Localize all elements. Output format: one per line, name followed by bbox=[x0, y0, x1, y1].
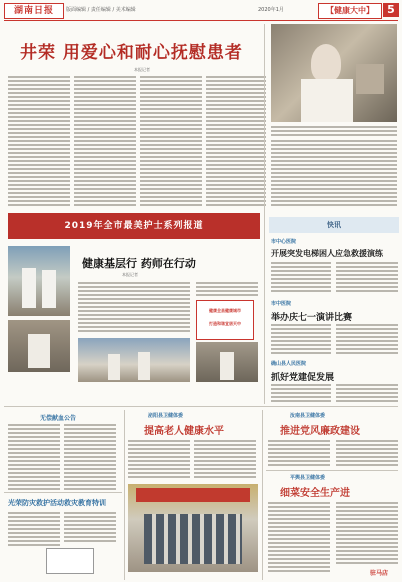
main-headline: 井荣 用爱心和耐心抚慰患者 bbox=[20, 43, 243, 63]
bottom-body bbox=[268, 440, 330, 468]
callout-line-2: 打造和谐宜居天中 bbox=[209, 321, 241, 326]
section-rule bbox=[4, 406, 398, 407]
news-bar bbox=[269, 217, 399, 233]
masthead-logo bbox=[4, 3, 64, 19]
training-body bbox=[64, 512, 116, 544]
feature-photo-4 bbox=[196, 342, 258, 382]
feature-title: 健康基层行 药师在行动 bbox=[82, 257, 196, 270]
bottom-headline: 提高老人健康水平 bbox=[144, 426, 224, 437]
bottom-source: 平舆县卫健体委 bbox=[290, 475, 326, 481]
right-item-source: 市中医院 bbox=[271, 301, 292, 307]
notice-title: 无偿献血公告 bbox=[40, 415, 77, 422]
section-rule bbox=[266, 470, 398, 471]
series-banner bbox=[8, 213, 260, 239]
bottom-source: 汝南县卫健体委 bbox=[290, 413, 326, 419]
news-bar-title: 快讯 bbox=[327, 221, 341, 229]
banner-text: 2019年全市最美护士系列报道 bbox=[64, 221, 204, 231]
feature-photo-2 bbox=[8, 320, 70, 372]
nurse-photo bbox=[271, 24, 397, 122]
feature-photo-1 bbox=[8, 246, 70, 316]
column-rule bbox=[264, 24, 265, 404]
bottom-body bbox=[268, 502, 330, 574]
publisher-box bbox=[46, 548, 94, 574]
column-rule bbox=[124, 410, 125, 580]
main-body-col-1 bbox=[8, 76, 70, 208]
right-item-body bbox=[271, 384, 331, 404]
main-body-col-5 bbox=[271, 140, 397, 208]
bottom-photo bbox=[128, 484, 258, 572]
bottom-body bbox=[336, 440, 398, 468]
header-date: 2020年1月 bbox=[258, 7, 284, 13]
feature-body-2 bbox=[196, 282, 258, 298]
section-tag: 【健康大中】 bbox=[318, 3, 382, 19]
right-item-body bbox=[271, 262, 331, 294]
callout-line-1: 健康全县健康城市 bbox=[209, 308, 241, 313]
training-body bbox=[8, 512, 60, 548]
footer-logo: 驻马店 bbox=[370, 570, 389, 577]
notice-body bbox=[8, 424, 60, 492]
column-rule bbox=[262, 410, 263, 580]
feature-body-1 bbox=[78, 282, 190, 334]
training-title: 光荣防灾救护活动救灾教育特训 bbox=[8, 499, 106, 507]
bottom-body bbox=[128, 440, 190, 480]
feature-photo-3 bbox=[78, 338, 190, 382]
bottom-headline: 细菜安全生产进 bbox=[280, 488, 350, 499]
masthead-text: 湖南日报 bbox=[13, 6, 54, 16]
right-item-body bbox=[336, 262, 398, 294]
feature-byline: 本报记者 bbox=[122, 272, 138, 277]
notice-body bbox=[64, 424, 116, 492]
right-item-source: 确山县人民医院 bbox=[271, 361, 307, 367]
right-item-body bbox=[336, 324, 398, 356]
photo-caption bbox=[271, 126, 397, 138]
bottom-body bbox=[194, 440, 256, 480]
header-meta: 版面编辑 / 责任编辑 / 美术编辑 bbox=[66, 7, 136, 13]
slogan-callout bbox=[196, 300, 254, 340]
header-rule bbox=[4, 20, 398, 21]
section-rule bbox=[4, 492, 122, 493]
bottom-source: 泌阳县卫健体委 bbox=[148, 413, 184, 419]
bottom-headline: 推进党风廉政建设 bbox=[280, 426, 360, 437]
right-item-headline: 举办庆七一演讲比赛 bbox=[271, 313, 353, 323]
page-number: 5 bbox=[383, 3, 399, 17]
right-item-body bbox=[336, 384, 398, 404]
right-item-body bbox=[271, 324, 331, 356]
main-body-col-4 bbox=[206, 76, 266, 208]
right-item-source: 市中心医院 bbox=[271, 239, 297, 245]
main-body-col-2 bbox=[74, 76, 136, 208]
main-byline: 本报记者 bbox=[134, 67, 150, 72]
bottom-body bbox=[336, 502, 398, 566]
right-item-headline: 抓好党建促发展 bbox=[271, 373, 335, 383]
main-body-col-3 bbox=[140, 76, 202, 208]
right-item-headline: 开展突发电梯困人应急救援演练 bbox=[271, 248, 383, 258]
